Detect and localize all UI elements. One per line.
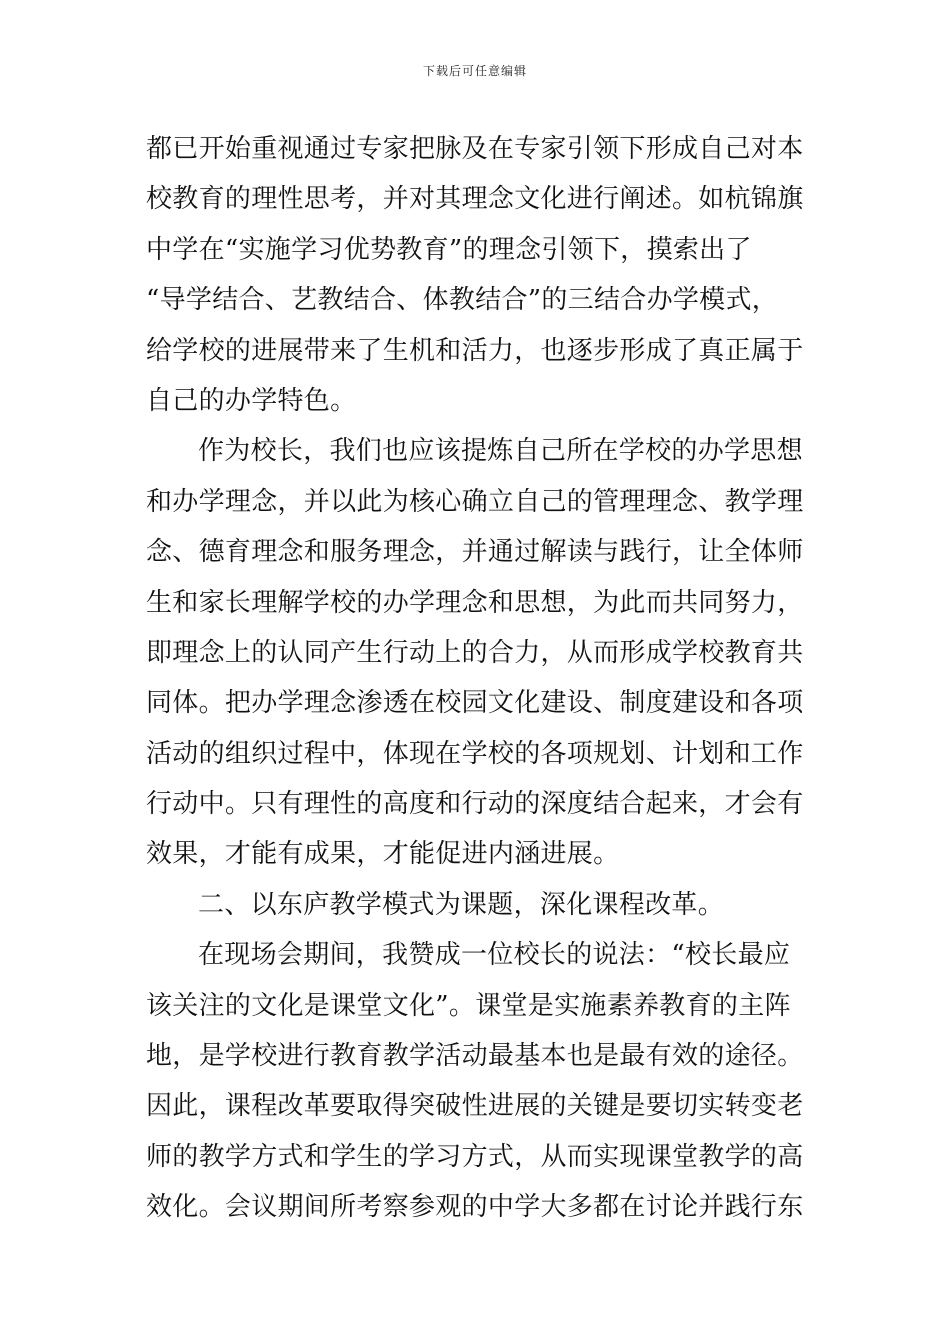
- text-line: 师的教学方式和学生的学习方式，从而实现课堂教学的高: [146, 1141, 804, 1172]
- text-line: 和办学理念，并以此为核心确立自己的管理理念、教学理: [146, 486, 804, 517]
- text-line: 效化。会议期间所考察参观的中学大多都在讨论并践行东: [146, 1192, 804, 1223]
- text-line: 作为校长，我们也应该提炼自己所在学校的办学思想: [198, 436, 803, 467]
- text-line: 行动中。只有理性的高度和行动的深度结合起来，才会有: [146, 789, 804, 820]
- page-header-note: 下载后可任意编辑: [422, 64, 527, 78]
- text-line: 因此，课程改革要取得突破性进展的关键是要切实转变老: [146, 1091, 804, 1122]
- text-line: 自己的办学特色。: [146, 385, 357, 416]
- text-line: 在现场会期间，我赞成一位校长的说法：“校长最应: [198, 940, 791, 971]
- text-line: 二、以东庐教学模式为课题，深化课程改革。: [198, 889, 725, 920]
- text-line: “导学结合、艺教结合、体教结合”的三结合办学模式，: [146, 285, 779, 316]
- text-line: 给学校的进展带来了生机和活力，也逐步形成了真正属于: [146, 335, 804, 366]
- text-line: 即理念上的认同产生行动上的合力，从而形成学校教育共: [146, 637, 804, 668]
- text-line: 生和家长理解学校的办学理念和思想，为此而共同努力，: [146, 587, 804, 618]
- document-body: [146, 124, 812, 1233]
- text-line: 该关注的文化是课堂文化”。课堂是实施素养教育的主阵: [146, 990, 791, 1021]
- text-line: 同体。把办学理念渗透在校园文化建设、制度建设和各项: [146, 688, 804, 719]
- text-line: 校教育的理性思考，并对其理念文化进行阐述。如杭锦旗: [146, 184, 804, 215]
- text-line: 中学在“实施学习优势教育”的理念引领下，摸索出了: [146, 234, 752, 265]
- text-line: 活动的组织过程中，体现在学校的各项规划、计划和工作: [146, 738, 804, 769]
- text-line: 地，是学校进行教育教学活动最基本也是最有效的途径。: [146, 1041, 804, 1072]
- text-line: 念、德育理念和服务理念，并通过解读与践行，让全体师: [146, 537, 804, 568]
- text-line: 都已开始重视通过专家把脉及在专家引领下形成自己对本: [146, 134, 804, 164]
- text-line: 效果，才能有成果，才能促进内涵进展。: [146, 839, 620, 870]
